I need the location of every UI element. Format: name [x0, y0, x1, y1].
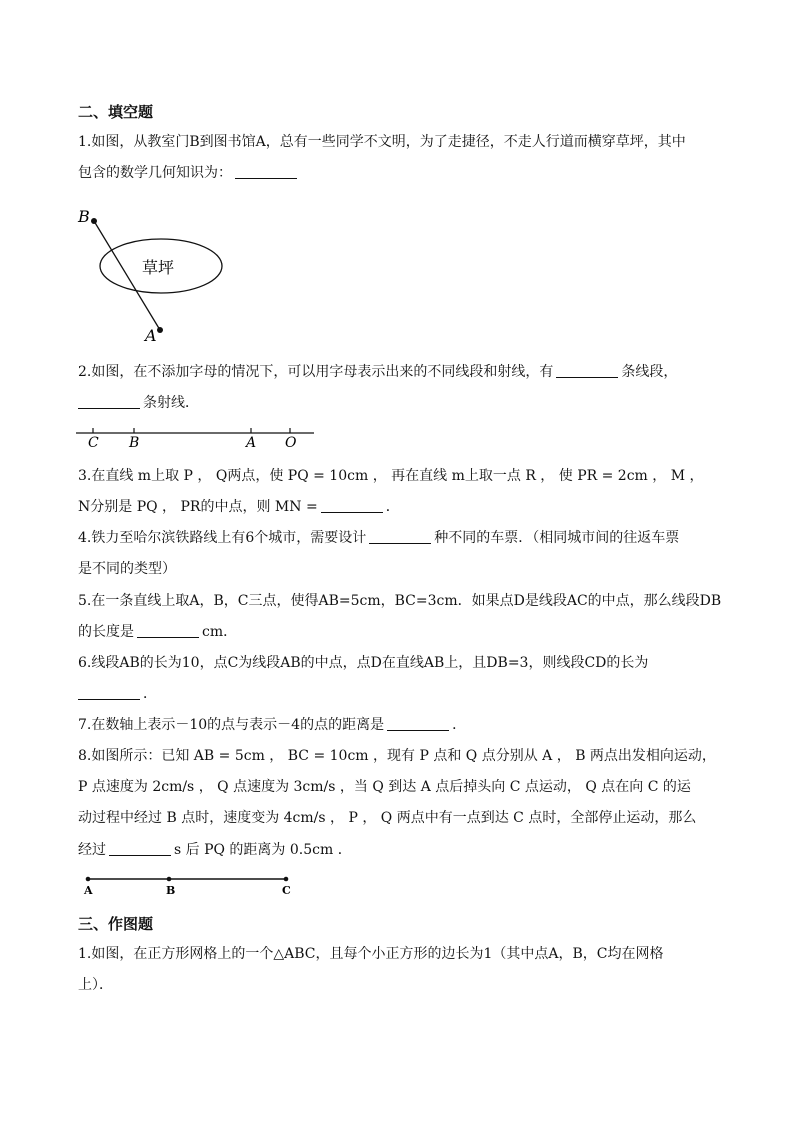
- point-a: [157, 327, 163, 333]
- q4-answer-blank[interactable]: [369, 529, 431, 544]
- q5-line1: 5.在一条直线上取A，B，C三点，使得AB=5cm，BC=3cm．如果点D是线段AC的中点，那么线段DB: [78, 593, 722, 609]
- q8-line3: 动过程中经过 B 点时，速度变为 4cm/s ， P ， Q 两点中有一点到达 C 点时，全部停止运动，那么: [78, 810, 697, 826]
- q8-line1: 8.如图所示：已知 AB = 5cm ， BC = 10cm ，现有 P 点和 Q 点分别从 A ， B 两点出发相向运动，: [78, 748, 716, 764]
- q6-line2: [78, 684, 157, 704]
- q3-line2-post: ．: [385, 499, 400, 515]
- q3-line2: [78, 497, 400, 517]
- q1-line1: 1.如图，从教室门B到图书馆A，总有一些同学不文明，为了走捷径，不走人行道而横穿草坪，其中: [78, 134, 686, 150]
- q5-answer-blank[interactable]: [137, 623, 199, 638]
- q5-line2: [78, 622, 237, 642]
- q2-line2-post: 条射线．: [143, 395, 199, 411]
- q2-ray-blank[interactable]: [78, 394, 140, 409]
- q4-line1-pre: 4.铁力至哈尔滨铁路线上有6个城市，需要设计: [78, 530, 367, 546]
- q8-line4-post: s 后 PQ 的距离为 0.5cm ．: [174, 842, 352, 858]
- q6-answer-blank[interactable]: [78, 685, 140, 700]
- q8-label-c: C: [282, 884, 291, 897]
- q1-line2: [78, 163, 300, 183]
- point-b: [91, 218, 97, 224]
- q2-line2: [78, 393, 199, 413]
- q7-line1-pre: 7.在数轴上表示－10的点与表示－4的点的距离是: [78, 717, 385, 733]
- q3-line1: 3.在直线 m上取 P ， Q两点，使 PQ = 10cm ， 再在直线 m上取一点 R ， 使 PR = 2cm ， M ，: [78, 468, 704, 484]
- q4-line1-post: 种不同的车票．（相同城市间的往返车票: [434, 530, 680, 546]
- label-c: C: [88, 435, 99, 451]
- q4-line2: 是不同的类型）: [78, 561, 176, 577]
- q8-line4-pre: 经过: [78, 842, 106, 858]
- q8-line2: P 点速度为 2cm/s ， Q 点速度为 3cm/s ，当 Q 到达 A 点后掉头向 C 点运动， Q 点在向 C 的运: [78, 779, 691, 795]
- q8-label-a: A: [84, 884, 93, 897]
- s3-q1-line1: 1.如图，在正方形网格上的一个△ABC，且每个小正方形的边长为1（其中点A，B，C均在网格: [78, 946, 664, 962]
- q8-point-c: [284, 877, 289, 882]
- q1-lawn-figure: [74, 204, 234, 344]
- s3-q1-line2: 上）．: [78, 977, 113, 993]
- q8-answer-blank[interactable]: [109, 841, 171, 856]
- q6-line1: 6.线段AB的长为10，点C为线段AB的中点，点D在直线AB上，且DB=3，则线段CD的长为: [78, 655, 649, 671]
- q5-line2-post: cm．: [202, 624, 238, 640]
- label-lawn: 草坪: [142, 258, 175, 277]
- q2-segment-blank[interactable]: [556, 363, 618, 378]
- label-o: O: [285, 435, 297, 451]
- q2-line1: [78, 362, 677, 382]
- q8-line-figure: [80, 872, 300, 898]
- q8-point-b: [167, 877, 172, 882]
- q7-answer-blank[interactable]: [387, 716, 449, 731]
- section-title-drawing: 三、作图题: [78, 915, 154, 933]
- section-title-fill-blank: 二、填空题: [78, 103, 154, 121]
- q2-line-figure: [74, 422, 324, 452]
- q6-line2-post: ．: [143, 686, 157, 702]
- q1-line2-text: 包含的数学几何知识为：: [78, 165, 232, 181]
- q2-line1-pre: 2.如图，在不添加字母的情况下，可以用字母表示出来的不同线段和射线，有: [78, 364, 554, 380]
- q2-line1-post: 条线段，: [621, 364, 678, 380]
- q7-line1-post: ．: [452, 717, 467, 733]
- q5-line2-pre: 的长度是: [78, 624, 134, 640]
- q4-line1: [78, 528, 679, 548]
- q7-line1: [78, 715, 466, 735]
- q3-line2-pre: N分别是 PQ ， PR的中点，则 MN =: [78, 499, 318, 515]
- label-a: A: [246, 435, 257, 451]
- q3-answer-blank[interactable]: [321, 498, 383, 513]
- q8-line4: [78, 840, 352, 860]
- label-b: B: [78, 207, 90, 226]
- label-b: B: [129, 435, 140, 451]
- q1-answer-blank[interactable]: [235, 164, 297, 179]
- q8-point-a: [86, 877, 91, 882]
- q8-label-b: B: [166, 884, 176, 897]
- label-a: A: [145, 326, 157, 344]
